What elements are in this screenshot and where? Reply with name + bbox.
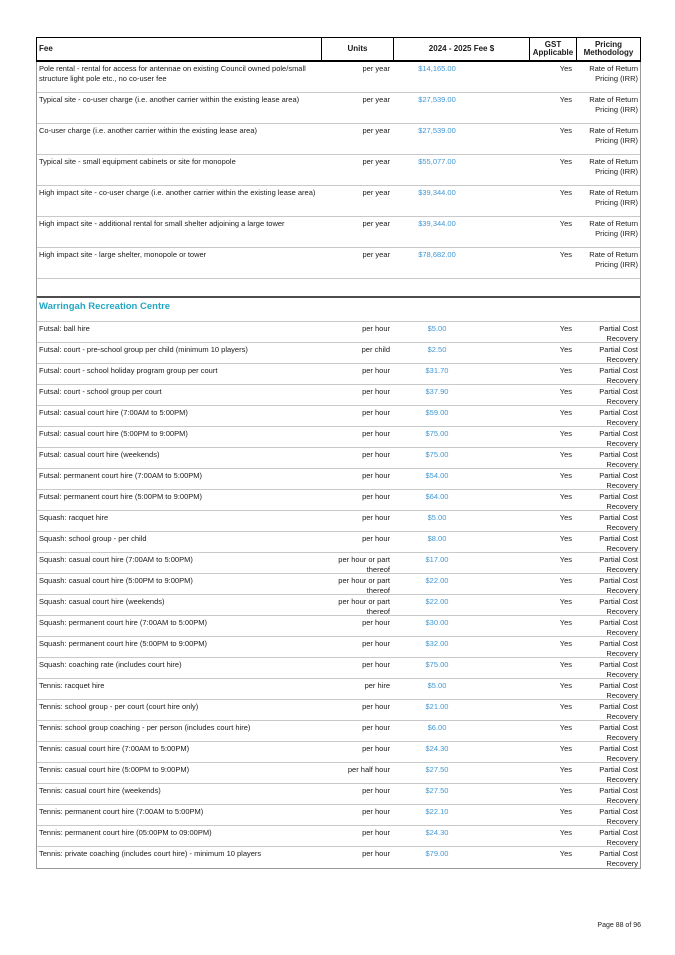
pricing-methodology-value: Partial Cost Recovery bbox=[599, 639, 638, 657]
fee-units: per hour bbox=[362, 492, 390, 501]
pricing-methodology-value: Partial Cost Recovery bbox=[599, 807, 638, 825]
fee-units: per hour bbox=[362, 324, 390, 333]
fee-units: per hour bbox=[362, 366, 390, 375]
fee-description: Tennis: private coaching (includes court hire) - minimum 10 players bbox=[39, 849, 262, 858]
table-header-row bbox=[36, 37, 641, 62]
table-row bbox=[37, 700, 640, 721]
gst-applicable-value: Yes bbox=[559, 681, 572, 690]
pricing-methodology-value: Partial Cost Recovery bbox=[599, 723, 638, 741]
table-row bbox=[37, 124, 640, 155]
pricing-methodology-value: Partial Cost Recovery bbox=[599, 513, 638, 531]
gst-applicable-value: Yes bbox=[559, 219, 572, 228]
table-row bbox=[37, 574, 640, 595]
gst-applicable-value: Yes bbox=[559, 723, 572, 732]
fee-amount: $17.00 bbox=[425, 555, 449, 564]
gst-applicable-value: Yes bbox=[559, 450, 572, 459]
fee-units: per hire bbox=[364, 681, 390, 690]
pricing-methodology-value: Partial Cost Recovery bbox=[599, 345, 638, 363]
column-header-units: Units bbox=[322, 38, 394, 60]
section-title: Warringah Recreation Centre bbox=[39, 301, 171, 312]
table-row bbox=[37, 637, 640, 658]
recreation-centre-fees-rows bbox=[37, 322, 640, 868]
table-row bbox=[37, 595, 640, 616]
pricing-methodology-value: Rate of Return Pricing (IRR) bbox=[589, 64, 638, 83]
pricing-methodology-value: Partial Cost Recovery bbox=[599, 408, 638, 426]
gst-applicable-value: Yes bbox=[559, 64, 572, 73]
fee-units: per year bbox=[362, 95, 390, 104]
gst-applicable-value: Yes bbox=[559, 429, 572, 438]
fee-amount: $37.90 bbox=[425, 387, 449, 396]
page-number: Page 88 of 96 bbox=[597, 922, 641, 929]
table-row bbox=[37, 406, 640, 427]
fee-description: Futsal: permanent court hire (7:00AM to 5:00PM) bbox=[39, 471, 202, 480]
fee-units: per hour bbox=[362, 387, 390, 396]
gst-applicable-value: Yes bbox=[559, 660, 572, 669]
table-row bbox=[37, 385, 640, 406]
fee-units: per hour bbox=[362, 723, 390, 732]
gst-applicable-value: Yes bbox=[559, 387, 572, 396]
table-row bbox=[37, 721, 640, 742]
fee-description: Squash: racquet hire bbox=[39, 513, 109, 522]
gst-applicable-value: Yes bbox=[559, 366, 572, 375]
fee-amount: $32.00 bbox=[425, 639, 449, 648]
fee-amount: $27,539.00 bbox=[418, 95, 456, 104]
gst-applicable-value: Yes bbox=[559, 324, 572, 333]
fee-amount: $39,344.00 bbox=[418, 219, 456, 228]
pricing-methodology-value: Rate of Return Pricing (IRR) bbox=[589, 188, 638, 207]
fee-units: per hour bbox=[362, 807, 390, 816]
fee-amount: $5.00 bbox=[427, 681, 447, 690]
table-row bbox=[37, 248, 640, 279]
pricing-methodology-value: Partial Cost Recovery bbox=[599, 786, 638, 804]
table-row bbox=[37, 343, 640, 364]
gst-applicable-value: Yes bbox=[559, 188, 572, 197]
fee-units: per hour bbox=[362, 786, 390, 795]
fee-units: per hour or part thereof bbox=[338, 597, 390, 615]
gst-applicable-value: Yes bbox=[559, 618, 572, 627]
fee-amount: $39,344.00 bbox=[418, 188, 456, 197]
gst-applicable-value: Yes bbox=[559, 786, 572, 795]
fee-amount: $5.00 bbox=[427, 324, 447, 333]
fees-table bbox=[36, 37, 641, 869]
fee-amount: $2.50 bbox=[427, 345, 447, 354]
pricing-methodology-value: Partial Cost Recovery bbox=[599, 681, 638, 699]
fee-units: per hour bbox=[362, 429, 390, 438]
fee-units: per half hour bbox=[347, 765, 390, 774]
pricing-methodology-value: Partial Cost Recovery bbox=[599, 555, 638, 573]
gst-applicable-value: Yes bbox=[559, 513, 572, 522]
fee-amount: $75.00 bbox=[425, 660, 449, 669]
fee-description: Tennis: casual court hire (7:00AM to 5:00PM) bbox=[39, 744, 190, 753]
fee-amount: $59.00 bbox=[425, 408, 449, 417]
fee-description: Futsal: court - pre-school group per child (minimum 10 players) bbox=[39, 345, 248, 354]
fee-description: Tennis: permanent court hire (7:00AM to 5:00PM) bbox=[39, 807, 204, 816]
fee-units: per hour bbox=[362, 450, 390, 459]
table-row bbox=[37, 186, 640, 217]
pricing-methodology-value: Partial Cost Recovery bbox=[599, 366, 638, 384]
empty-spacer-row bbox=[37, 279, 640, 296]
fee-amount: $31.70 bbox=[425, 366, 449, 375]
pricing-methodology-value: Partial Cost Recovery bbox=[599, 471, 638, 489]
fee-amount: $55,077.00 bbox=[418, 157, 456, 166]
table-row bbox=[37, 532, 640, 553]
pricing-methodology-value: Partial Cost Recovery bbox=[599, 387, 638, 405]
fee-units: per hour bbox=[362, 828, 390, 837]
fee-units: per hour or part thereof bbox=[338, 576, 390, 594]
fee-units: per hour bbox=[362, 639, 390, 648]
table-row bbox=[37, 658, 640, 679]
fee-units: per year bbox=[362, 64, 390, 73]
fee-amount: $6.00 bbox=[427, 723, 447, 732]
fee-amount: $64.00 bbox=[425, 492, 449, 501]
fee-description: Squash: permanent court hire (5:00PM to 9:00PM) bbox=[39, 639, 208, 648]
fee-description: Typical site - co-user charge (i.e. another carrier within the existing lease area) bbox=[39, 95, 300, 104]
gst-applicable-value: Yes bbox=[559, 744, 572, 753]
fee-description: Squash: coaching rate (includes court hire) bbox=[39, 660, 182, 669]
pricing-methodology-value: Partial Cost Recovery bbox=[599, 492, 638, 510]
fee-amount: $27,539.00 bbox=[418, 126, 456, 135]
table-row bbox=[37, 553, 640, 574]
fee-amount: $79.00 bbox=[425, 849, 449, 858]
pricing-methodology-value: Rate of Return Pricing (IRR) bbox=[589, 126, 638, 145]
pricing-methodology-value: Partial Cost Recovery bbox=[599, 324, 638, 342]
table-body bbox=[36, 62, 641, 869]
table-row bbox=[37, 784, 640, 805]
table-row bbox=[37, 679, 640, 700]
pricing-methodology-value: Partial Cost Recovery bbox=[599, 660, 638, 678]
table-row bbox=[37, 427, 640, 448]
fee-units: per hour bbox=[362, 408, 390, 417]
fee-amount: $5.00 bbox=[427, 513, 447, 522]
fee-units: per year bbox=[362, 188, 390, 197]
column-header-amount: 2024 - 2025 Fee $ bbox=[394, 38, 530, 60]
gst-applicable-value: Yes bbox=[559, 534, 572, 543]
fee-description: Futsal: court - school holiday program group per court bbox=[39, 366, 218, 375]
fee-units: per year bbox=[362, 126, 390, 135]
fee-amount: $24.30 bbox=[425, 744, 449, 753]
fee-description: Squash: permanent court hire (7:00AM to 5:00PM) bbox=[39, 618, 208, 627]
fee-description: Typical site - small equipment cabinets or site for monopole bbox=[39, 157, 236, 166]
table-row bbox=[37, 826, 640, 847]
fee-units: per hour bbox=[362, 513, 390, 522]
fee-units: per year bbox=[362, 157, 390, 166]
pricing-methodology-value: Rate of Return Pricing (IRR) bbox=[589, 250, 638, 269]
gst-applicable-value: Yes bbox=[559, 157, 572, 166]
table-row bbox=[37, 490, 640, 511]
table-row bbox=[37, 155, 640, 186]
pricing-methodology-value: Rate of Return Pricing (IRR) bbox=[589, 219, 638, 238]
table-row bbox=[37, 847, 640, 868]
pricing-methodology-value: Partial Cost Recovery bbox=[599, 576, 638, 594]
table-row bbox=[37, 511, 640, 532]
fee-units: per child bbox=[361, 345, 390, 354]
fee-description: Co-user charge (i.e. another carrier within the existing lease area) bbox=[39, 126, 258, 135]
fee-units: per hour bbox=[362, 534, 390, 543]
fee-amount: $8.00 bbox=[427, 534, 447, 543]
fee-units: per hour bbox=[362, 618, 390, 627]
gst-applicable-value: Yes bbox=[559, 250, 572, 259]
fee-amount: $27.50 bbox=[425, 786, 449, 795]
fee-description: High impact site - large shelter, monopole or tower bbox=[39, 250, 207, 259]
table-row bbox=[37, 364, 640, 385]
table-row bbox=[37, 763, 640, 784]
fee-amount: $22.00 bbox=[425, 597, 449, 606]
gst-applicable-value: Yes bbox=[559, 471, 572, 480]
fee-units: per hour bbox=[362, 849, 390, 858]
gst-applicable-value: Yes bbox=[559, 95, 572, 104]
fee-description: Tennis: school group - per court (court hire only) bbox=[39, 702, 199, 711]
table-row bbox=[37, 217, 640, 248]
gst-applicable-value: Yes bbox=[559, 555, 572, 564]
fee-description: Futsal: court - school group per court bbox=[39, 387, 162, 396]
table-row bbox=[37, 448, 640, 469]
gst-applicable-value: Yes bbox=[559, 492, 572, 501]
fee-description: Tennis: permanent court hire (05:00PM to 09:00PM) bbox=[39, 828, 212, 837]
table-row bbox=[37, 62, 640, 93]
fee-units: per hour bbox=[362, 660, 390, 669]
fee-units: per hour or part thereof bbox=[338, 555, 390, 573]
gst-applicable-value: Yes bbox=[559, 849, 572, 858]
column-header-fee: Fee bbox=[37, 38, 322, 60]
fee-amount: $30.00 bbox=[425, 618, 449, 627]
pricing-methodology-value: Partial Cost Recovery bbox=[599, 450, 638, 468]
fee-amount: $22.00 bbox=[425, 576, 449, 585]
fee-units: per year bbox=[362, 219, 390, 228]
telecom-fees-rows bbox=[37, 62, 640, 279]
section-title-row bbox=[37, 296, 640, 322]
pricing-methodology-value: Partial Cost Recovery bbox=[599, 534, 638, 552]
fee-description: Squash: casual court hire (7:00AM to 5:00PM) bbox=[39, 555, 193, 564]
gst-applicable-value: Yes bbox=[559, 345, 572, 354]
gst-applicable-value: Yes bbox=[559, 576, 572, 585]
pricing-methodology-value: Rate of Return Pricing (IRR) bbox=[589, 157, 638, 176]
gst-applicable-value: Yes bbox=[559, 828, 572, 837]
gst-applicable-value: Yes bbox=[559, 597, 572, 606]
fee-description: Squash: casual court hire (5:00PM to 9:00PM) bbox=[39, 576, 193, 585]
gst-applicable-value: Yes bbox=[559, 408, 572, 417]
fee-units: per hour bbox=[362, 702, 390, 711]
gst-applicable-value: Yes bbox=[559, 126, 572, 135]
pricing-methodology-value: Partial Cost Recovery bbox=[599, 828, 638, 846]
fee-description: Squash: casual court hire (weekends) bbox=[39, 597, 165, 606]
fee-description: Pole rental - rental for access for antennae on existing Council owned pole/small structure light pole etc., no co-user fee bbox=[39, 64, 306, 83]
table-row bbox=[37, 805, 640, 826]
table-row bbox=[37, 469, 640, 490]
pricing-methodology-value: Rate of Return Pricing (IRR) bbox=[589, 95, 638, 114]
fee-description: Futsal: ball hire bbox=[39, 324, 90, 333]
column-header-method: Pricing Methodology bbox=[583, 39, 634, 57]
fee-amount: $27.50 bbox=[425, 765, 449, 774]
fee-description: Tennis: school group coaching - per person (includes court hire) bbox=[39, 723, 251, 732]
fee-description: Squash: school group - per child bbox=[39, 534, 147, 543]
table-row bbox=[37, 616, 640, 637]
fee-amount: $54.00 bbox=[425, 471, 449, 480]
fee-description: Tennis: casual court hire (5:00PM to 9:00PM) bbox=[39, 765, 190, 774]
fee-description: High impact site - additional rental for small shelter adjoining a large tower bbox=[39, 219, 285, 228]
table-row bbox=[37, 93, 640, 124]
fee-amount: $78,682.00 bbox=[418, 250, 456, 259]
gst-applicable-value: Yes bbox=[559, 807, 572, 816]
fee-description: Futsal: permanent court hire (5:00PM to 9:00PM) bbox=[39, 492, 202, 501]
fee-amount: $14,165.00 bbox=[418, 64, 456, 73]
fee-description: Futsal: casual court hire (7:00AM to 5:00PM) bbox=[39, 408, 188, 417]
pricing-methodology-value: Partial Cost Recovery bbox=[599, 618, 638, 636]
fee-units: per year bbox=[362, 250, 390, 259]
fee-description: High impact site - co-user charge (i.e. another carrier within the existing lease area) bbox=[39, 188, 316, 197]
fee-amount: $21.00 bbox=[425, 702, 449, 711]
table-row bbox=[37, 742, 640, 763]
gst-applicable-value: Yes bbox=[559, 765, 572, 774]
fee-amount: $75.00 bbox=[425, 429, 449, 438]
fee-units: per hour bbox=[362, 471, 390, 480]
gst-applicable-value: Yes bbox=[559, 702, 572, 711]
fee-description: Futsal: casual court hire (5:00PM to 9:00PM) bbox=[39, 429, 188, 438]
pricing-methodology-value: Partial Cost Recovery bbox=[599, 597, 638, 615]
fee-description: Futsal: casual court hire (weekends) bbox=[39, 450, 160, 459]
fee-description: Tennis: racquet hire bbox=[39, 681, 105, 690]
fee-description: Tennis: casual court hire (weekends) bbox=[39, 786, 161, 795]
fee-units: per hour bbox=[362, 744, 390, 753]
table-row bbox=[37, 322, 640, 343]
pricing-methodology-value: Partial Cost Recovery bbox=[599, 765, 638, 783]
fee-amount: $24.30 bbox=[425, 828, 449, 837]
gst-applicable-value: Yes bbox=[559, 639, 572, 648]
pricing-methodology-value: Partial Cost Recovery bbox=[599, 429, 638, 447]
pricing-methodology-value: Partial Cost Recovery bbox=[599, 702, 638, 720]
fee-amount: $75.00 bbox=[425, 450, 449, 459]
pricing-methodology-value: Partial Cost Recovery bbox=[599, 849, 638, 868]
fee-amount: $22.10 bbox=[425, 807, 449, 816]
pricing-methodology-value: Partial Cost Recovery bbox=[599, 744, 638, 762]
column-header-gst: GST Applicable bbox=[530, 38, 577, 60]
